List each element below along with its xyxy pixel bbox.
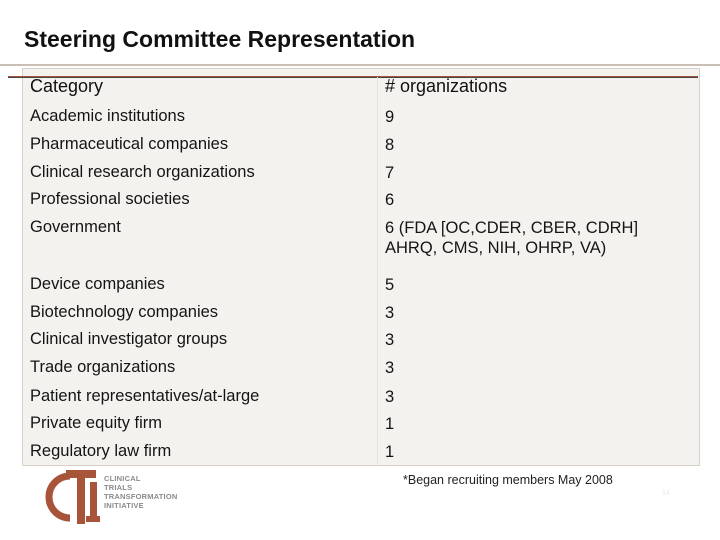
row-count: 3 — [385, 388, 395, 406]
title-divider — [0, 64, 720, 66]
row-count: 7 — [385, 164, 395, 182]
page-number: 14 — [662, 490, 670, 497]
row-category: Patient representatives/at-large — [30, 387, 260, 405]
table-row — [22, 107, 702, 135]
row-category: Academic institutions — [30, 107, 185, 125]
logo-t-stem — [77, 470, 85, 524]
table-row — [22, 387, 702, 414]
row-category: Clinical investigator groups — [30, 330, 228, 348]
logo-wordmark — [104, 474, 178, 510]
row-count: 6 — [385, 191, 395, 209]
row-category: Government — [30, 218, 121, 236]
header-category: Category — [30, 76, 104, 96]
logo-c-shape — [49, 476, 70, 518]
row-category: Private equity firm — [30, 414, 163, 432]
logo-line: TRIALS — [104, 483, 133, 492]
row-category: Trade organizations — [30, 358, 176, 376]
table-row — [22, 275, 702, 303]
logo-line: CLINICAL — [104, 474, 141, 483]
row-category: Professional societies — [30, 190, 190, 208]
row-count: 8 — [385, 136, 395, 154]
table-row — [22, 330, 702, 358]
footnote: *Began recruiting members May 2008 — [403, 473, 613, 487]
logo-i-stem — [90, 482, 97, 520]
row-category: Device companies — [30, 275, 165, 293]
row-category: Regulatory law firm — [30, 442, 172, 460]
row-count: 5 — [385, 276, 395, 294]
row-count — [385, 218, 638, 258]
row-count: 1 — [385, 415, 395, 433]
logo-line: INITIATIVE — [104, 501, 144, 510]
logo-line: TRANSFORMATION — [104, 492, 178, 501]
table-row — [22, 163, 702, 190]
row-category: Biotechnology companies — [30, 303, 219, 321]
row-count-line1: 6 (FDA [OC,CDER, CBER, CDRH] — [385, 219, 639, 237]
table-row — [22, 218, 702, 275]
table-row — [22, 414, 702, 442]
logo-i-base — [86, 516, 100, 522]
table-row — [22, 442, 702, 470]
table-header-row — [22, 76, 702, 104]
row-category: Clinical research organizations — [30, 163, 255, 181]
row-category: Pharmaceutical companies — [30, 135, 229, 153]
table-row — [22, 135, 702, 163]
row-count: 3 — [385, 359, 395, 377]
row-count-line2: AHRQ, CMS, NIH, OHRP, VA) — [385, 239, 607, 257]
table-row — [22, 303, 702, 330]
row-count: 1 — [385, 443, 395, 461]
table-row — [22, 358, 702, 387]
row-count: 3 — [385, 331, 395, 349]
row-count: 3 — [385, 304, 395, 322]
row-count: 9 — [385, 108, 395, 126]
table-row — [22, 190, 702, 218]
representation-table — [22, 70, 702, 461]
header-count: # organizations — [385, 76, 508, 96]
slide-title: Steering Committee Representation — [24, 26, 416, 52]
